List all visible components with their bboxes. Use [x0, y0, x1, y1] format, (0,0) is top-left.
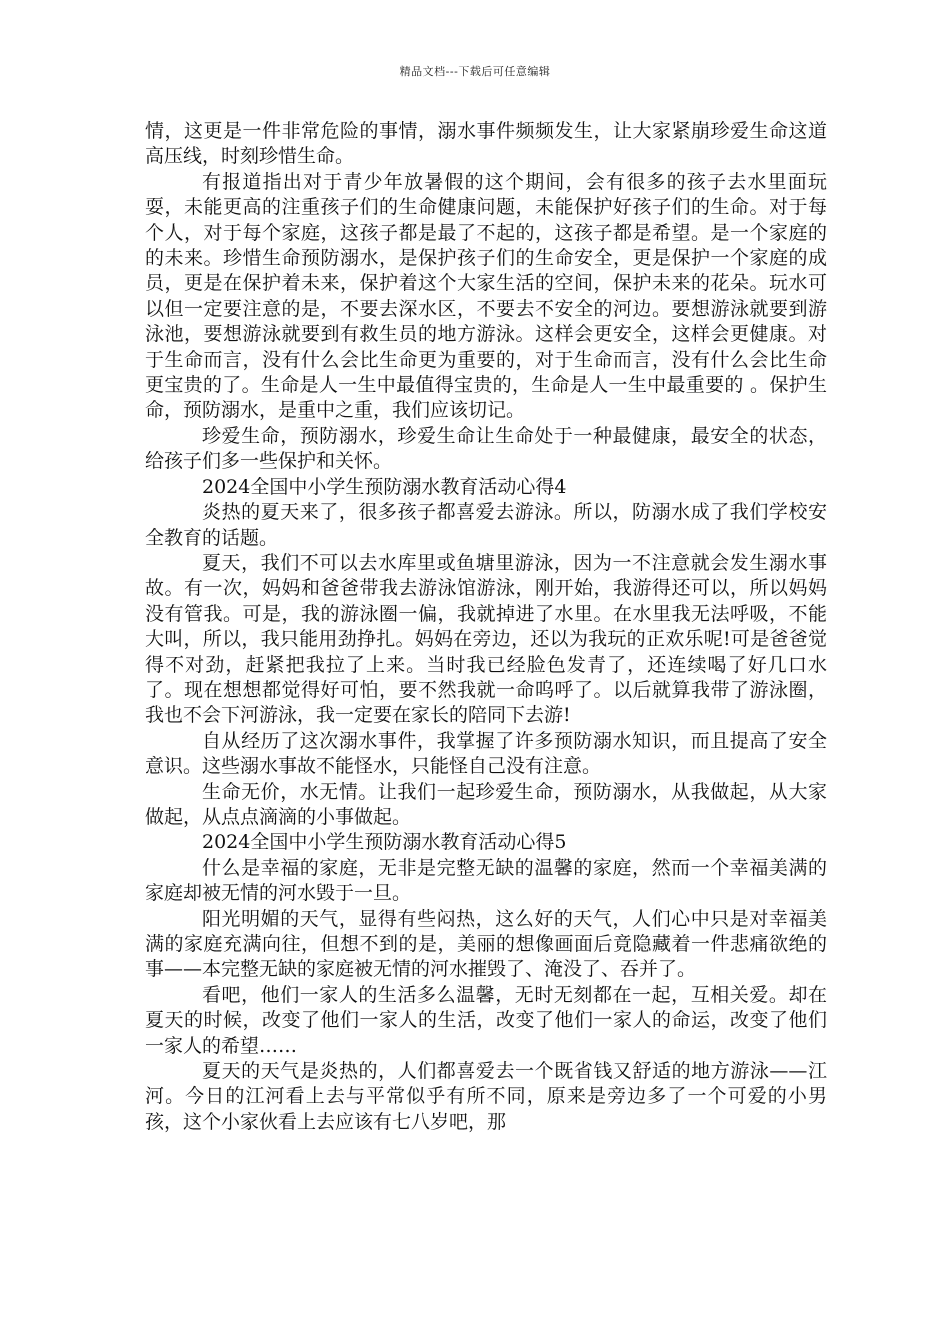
paragraph: 什么是幸福的家庭，无非是完整无缺的温馨的家庭，然而一个幸福美满的家庭却被无情的河水毁于一旦。	[145, 856, 827, 905]
paragraph: 情，这更是一件非常危险的事情，溺水事件频频发生，让大家紧崩珍爱生命这道高压线，时刻珍惜生命。	[145, 120, 827, 168]
paragraph: 阳光明媚的天气，显得有些闷热，这么好的天气，人们心中只是对幸福美满的家庭充满向往，但想不到的是，美丽的想像画面后竟隐藏着一件悲痛欲绝的事——本完整无缺的家庭被无情的河水摧毁了、淹没了、吞并了。	[145, 907, 827, 981]
paragraph: 珍爱生命，预防溺水，珍爱生命让生命处于一种最健康，最安全的状态，给孩子们多一些保护和关怀。	[145, 424, 827, 473]
paragraph: 看吧，他们一家人的生活多么温馨，无时无刻都在一起，互相关爱。却在夏天的时候，改变了他们一家人的生活，改变了他们一家人的命运，改变了他们一家人的希望……	[145, 983, 827, 1057]
paragraph: 有报道指出对于青少年放暑假的这个期间，会有很多的孩子去水里面玩耍，未能更高的注重孩子们的生命健康问题，未能保护好孩子们的生命。对于每个人，对于每个家庭，这孩子都是最了不起的，这孩子都是希望。是一个家庭的的未来。珍惜生命预防溺水，是保护孩子们的生命安全，更是保护一个家庭的成员，更是在保护着未来，保护着这个大家生活的空间，保护未来的花朵。玩水可以但一定要注意的是，不要去深水区，不要去不安全的河边。要想游泳就要到游泳池，要想游泳就要到有救生员的地方游泳。这样会更安全，这样会更健康。对于生命而言，没有什么会比生命更为重要的，对于生命而言，没有什么会比生命更宝贵的了。生命是人一生中最值得宝贵的，生命是人一生中最重要的 。保护生命，预防溺水，是重中之重，我们应该切记。	[145, 170, 827, 422]
paragraph: 生命无价，水无情。让我们一起珍爱生命，预防溺水，从我做起，从大家做起，从点点滴滴的小事做起。	[145, 780, 827, 828]
paragraph: 自从经历了这次溺水事件，我掌握了许多预防溺水知识，而且提高了安全意识。这些溺水事故不能怪水，只能怪自己没有注意。	[145, 729, 827, 778]
paragraph: 炎热的夏天来了，很多孩子都喜爱去游泳。所以，防溺水成了我们学校安全教育的话题。	[145, 501, 827, 549]
section-heading: 2024全国中小学生预防溺水教育活动心得5	[202, 831, 567, 854]
section-heading: 2024全国中小学生预防溺水教育活动心得4	[202, 475, 567, 498]
page-header: 精品文档---下载后可任意编辑	[399, 65, 551, 78]
document-body	[145, 119, 827, 1135]
paragraph: 夏天的天气是炎热的，人们都喜爱去一个既省钱又舒适的地方游泳——江河。今日的江河看上去与平常似乎有所不同，原来是旁边多了一个可爱的小男孩，这个小家伙看上去应该有七八岁吧，那	[145, 1060, 827, 1133]
paragraph: 夏天，我们不可以去水库里或鱼塘里游泳，因为一不注意就会发生溺水事故。有一次，妈妈和爸爸带我去游泳馆游泳，刚开始，我游得还可以，所以妈妈没有管我。可是，我的游泳圈一偏，我就掉进了水里。在水里我无法呼吸，不能大叫，所以，我只能用劲挣扎。妈妈在旁边，还以为我玩的正欢乐呢!可是爸爸觉得不对劲，赶紧把我拉了上来。当时我已经脸色发青了，还连续喝了好几口水了。现在想想都觉得好可怕，要不然我就一命呜呼了。以后就算我带了游泳圈，我也不会下河游泳，我一定要在家长的陪同下去游!	[145, 551, 827, 727]
